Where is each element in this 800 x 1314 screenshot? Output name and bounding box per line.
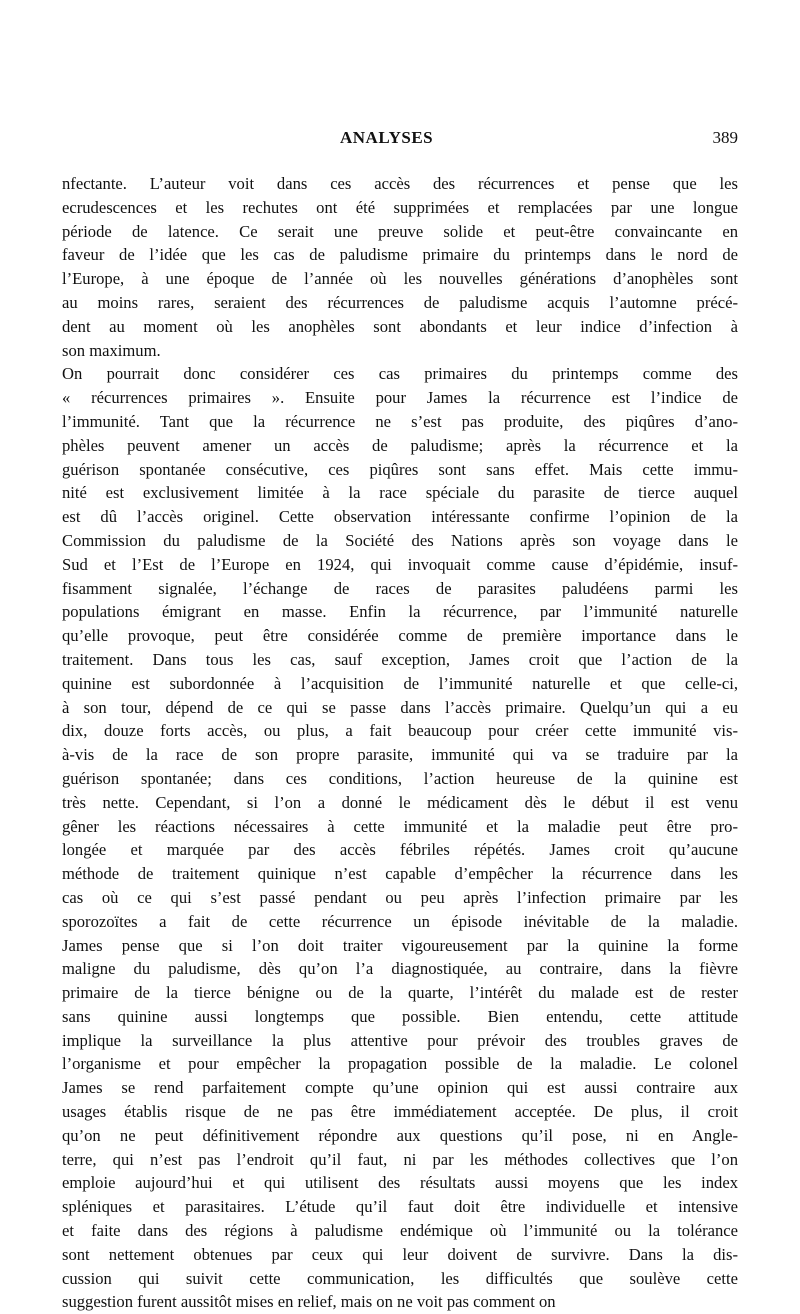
text-line: méthode de traitement quinique n’est capable d’empêcher la récurrence dans les	[62, 864, 738, 884]
text-line: sont nettement obtenues par ceux qui leur doivent de survivre. Dans la dis-	[62, 1244, 738, 1264]
text-line: Commission du paludisme de la Société des Nations après son voyage dans le	[62, 530, 738, 550]
text-line: terre, qui n’est pas l’endroit qu’il faut, ni par les méthodes collectives que l’on	[62, 1149, 738, 1169]
text-line: sporozoïtes a fait de cette récurrence un épisode inévitable de la maladie.	[62, 911, 738, 931]
text-line: usages établis risque de ne pas être immédiatement acceptée. De plus, il croit	[62, 1102, 738, 1122]
page-number: 389	[712, 128, 738, 147]
text-line: quinine est subordonnée à l’acquisition de l’immunité naturelle et que celle-ci,	[62, 673, 738, 693]
text-line: qu’on ne peut définitivement répondre aux questions qu’il pose, ni en Angle-	[62, 1125, 738, 1145]
running-title: ANALYSES	[340, 128, 434, 147]
text-line: son maximum.	[62, 340, 161, 360]
text-line: dent au moment où les anophèles sont abondants et leur indice d’infection à	[62, 316, 738, 336]
text-line: cussion qui suivit cette communication, les difficultés que soulève cette	[62, 1268, 738, 1288]
text-line: faveur de l’idée que les cas de paludisme primaire du printemps dans le nord de	[62, 245, 738, 265]
text-line: sans quinine aussi longtemps que possible. Bien entendu, cette attitude	[62, 1006, 738, 1026]
text-line: spléniques et parasitaires. L’étude qu’il faut doit être individuelle et intensive	[62, 1197, 738, 1217]
text-line: à son tour, dépend de ce qui se passe dans l’accès primaire. Quelqu’un qui a eu	[62, 697, 738, 717]
text-line: implique la surveillance la plus attentive pour prévoir des troubles graves de	[62, 1030, 738, 1050]
text-line: traitement. Dans tous les cas, sauf exception, James croit que l’action de la	[62, 649, 738, 669]
text-line: cas où ce qui s’est passé pendant ou peu après l’infection primaire par les	[62, 887, 738, 907]
text-line: maligne du paludisme, dès qu’on l’a diagnostiquée, au contraire, dans la fièvre	[62, 959, 738, 979]
text-line: l’organisme et pour empêcher la propagation possible de la maladie. Le colonel	[62, 1054, 738, 1074]
text-line: ecrudescences et les rechutes ont été supprimées et remplacées par une longue	[62, 197, 738, 217]
text-line: période de latence. Ce serait une preuve solide et peut-être convaincante en	[62, 221, 738, 241]
text-line: qu’elle provoque, peut être considérée comme de première importance dans le	[62, 626, 738, 646]
text-line: l’Europe, à une époque de l’année où les nouvelles générations d’anophèles sont	[62, 269, 738, 289]
text-line: nfectante. L’auteur voit dans ces accès des récurrences et pense que les	[62, 174, 738, 193]
text-line: Sud et l’Est de l’Europe en 1924, qui invoquait comme cause d’épidémie, insuf-	[62, 554, 738, 574]
text-line: gêner les réactions nécessaires à cette immunité et la maladie peut être pro-	[62, 816, 738, 836]
text-line: phèles peuvent amener un accès de paludisme; après la récurrence et la	[62, 435, 738, 455]
text-line: au moins rares, seraient des récurrences de paludisme acquis l’automne précé-	[62, 292, 738, 312]
text-line: James pense que si l’on doit traiter vigoureusement par la quinine la forme	[62, 935, 738, 955]
text-line: On pourrait donc considérer ces cas primaires du printemps comme des	[62, 364, 738, 384]
text-line: dix, douze forts accès, ou plus, a fait beaucoup pour créer cette immunité vis-	[62, 721, 738, 741]
text-line: primaire de la tierce bénigne ou de la quarte, l’intérêt du malade est de rester	[62, 983, 738, 1003]
text-line: populations émigrant en masse. Enfin la récurrence, par l’immunité naturelle	[62, 602, 738, 622]
text-line: suggestion furent aussitôt mises en relief, mais on ne voit pas comment on	[62, 1292, 556, 1312]
text-line: l’immunité. Tant que la récurrence ne s’est pas produite, des piqûres d’ano-	[62, 411, 738, 431]
page-header	[62, 128, 738, 152]
text-line: très nette. Cependant, si l’on a donné le médicament dès le début il est venu	[62, 792, 738, 812]
text-line: est dû l’accès originel. Cette observation intéressante confirme l’opinion de la	[62, 507, 738, 527]
text-line: nité est exclusivement limitée à la race spéciale du parasite de tierce auquel	[62, 483, 738, 503]
body-text	[62, 172, 738, 1314]
text-line: « récurrences primaires ». Ensuite pour James la récurrence est l’indice de	[62, 388, 738, 408]
text-line: James se rend parfaitement compte qu’une opinion qui est aussi contraire aux	[62, 1078, 738, 1098]
text-line: guérison spontanée; dans ces conditions, l’action heureuse de la quinine est	[62, 768, 738, 788]
text-line: fisamment signalée, l’échange de races de parasites paludéens parmi les	[62, 578, 738, 598]
text-line: longée et marquée par des accès fébriles répétés. James croit qu’aucune	[62, 840, 738, 860]
text-line: guérison spontanée consécutive, ces piqûres sont sans effet. Mais cette immu-	[62, 459, 738, 479]
text-line: et faite dans des régions à paludisme endémique où l’immunité ou la tolérance	[62, 1221, 738, 1241]
text-line: à-vis de la race de son propre parasite, immunité qui va se traduire par la	[62, 745, 738, 765]
text-line: emploie aujourd’hui et qui utilisent des résultats aussi moyens que les index	[62, 1173, 738, 1193]
